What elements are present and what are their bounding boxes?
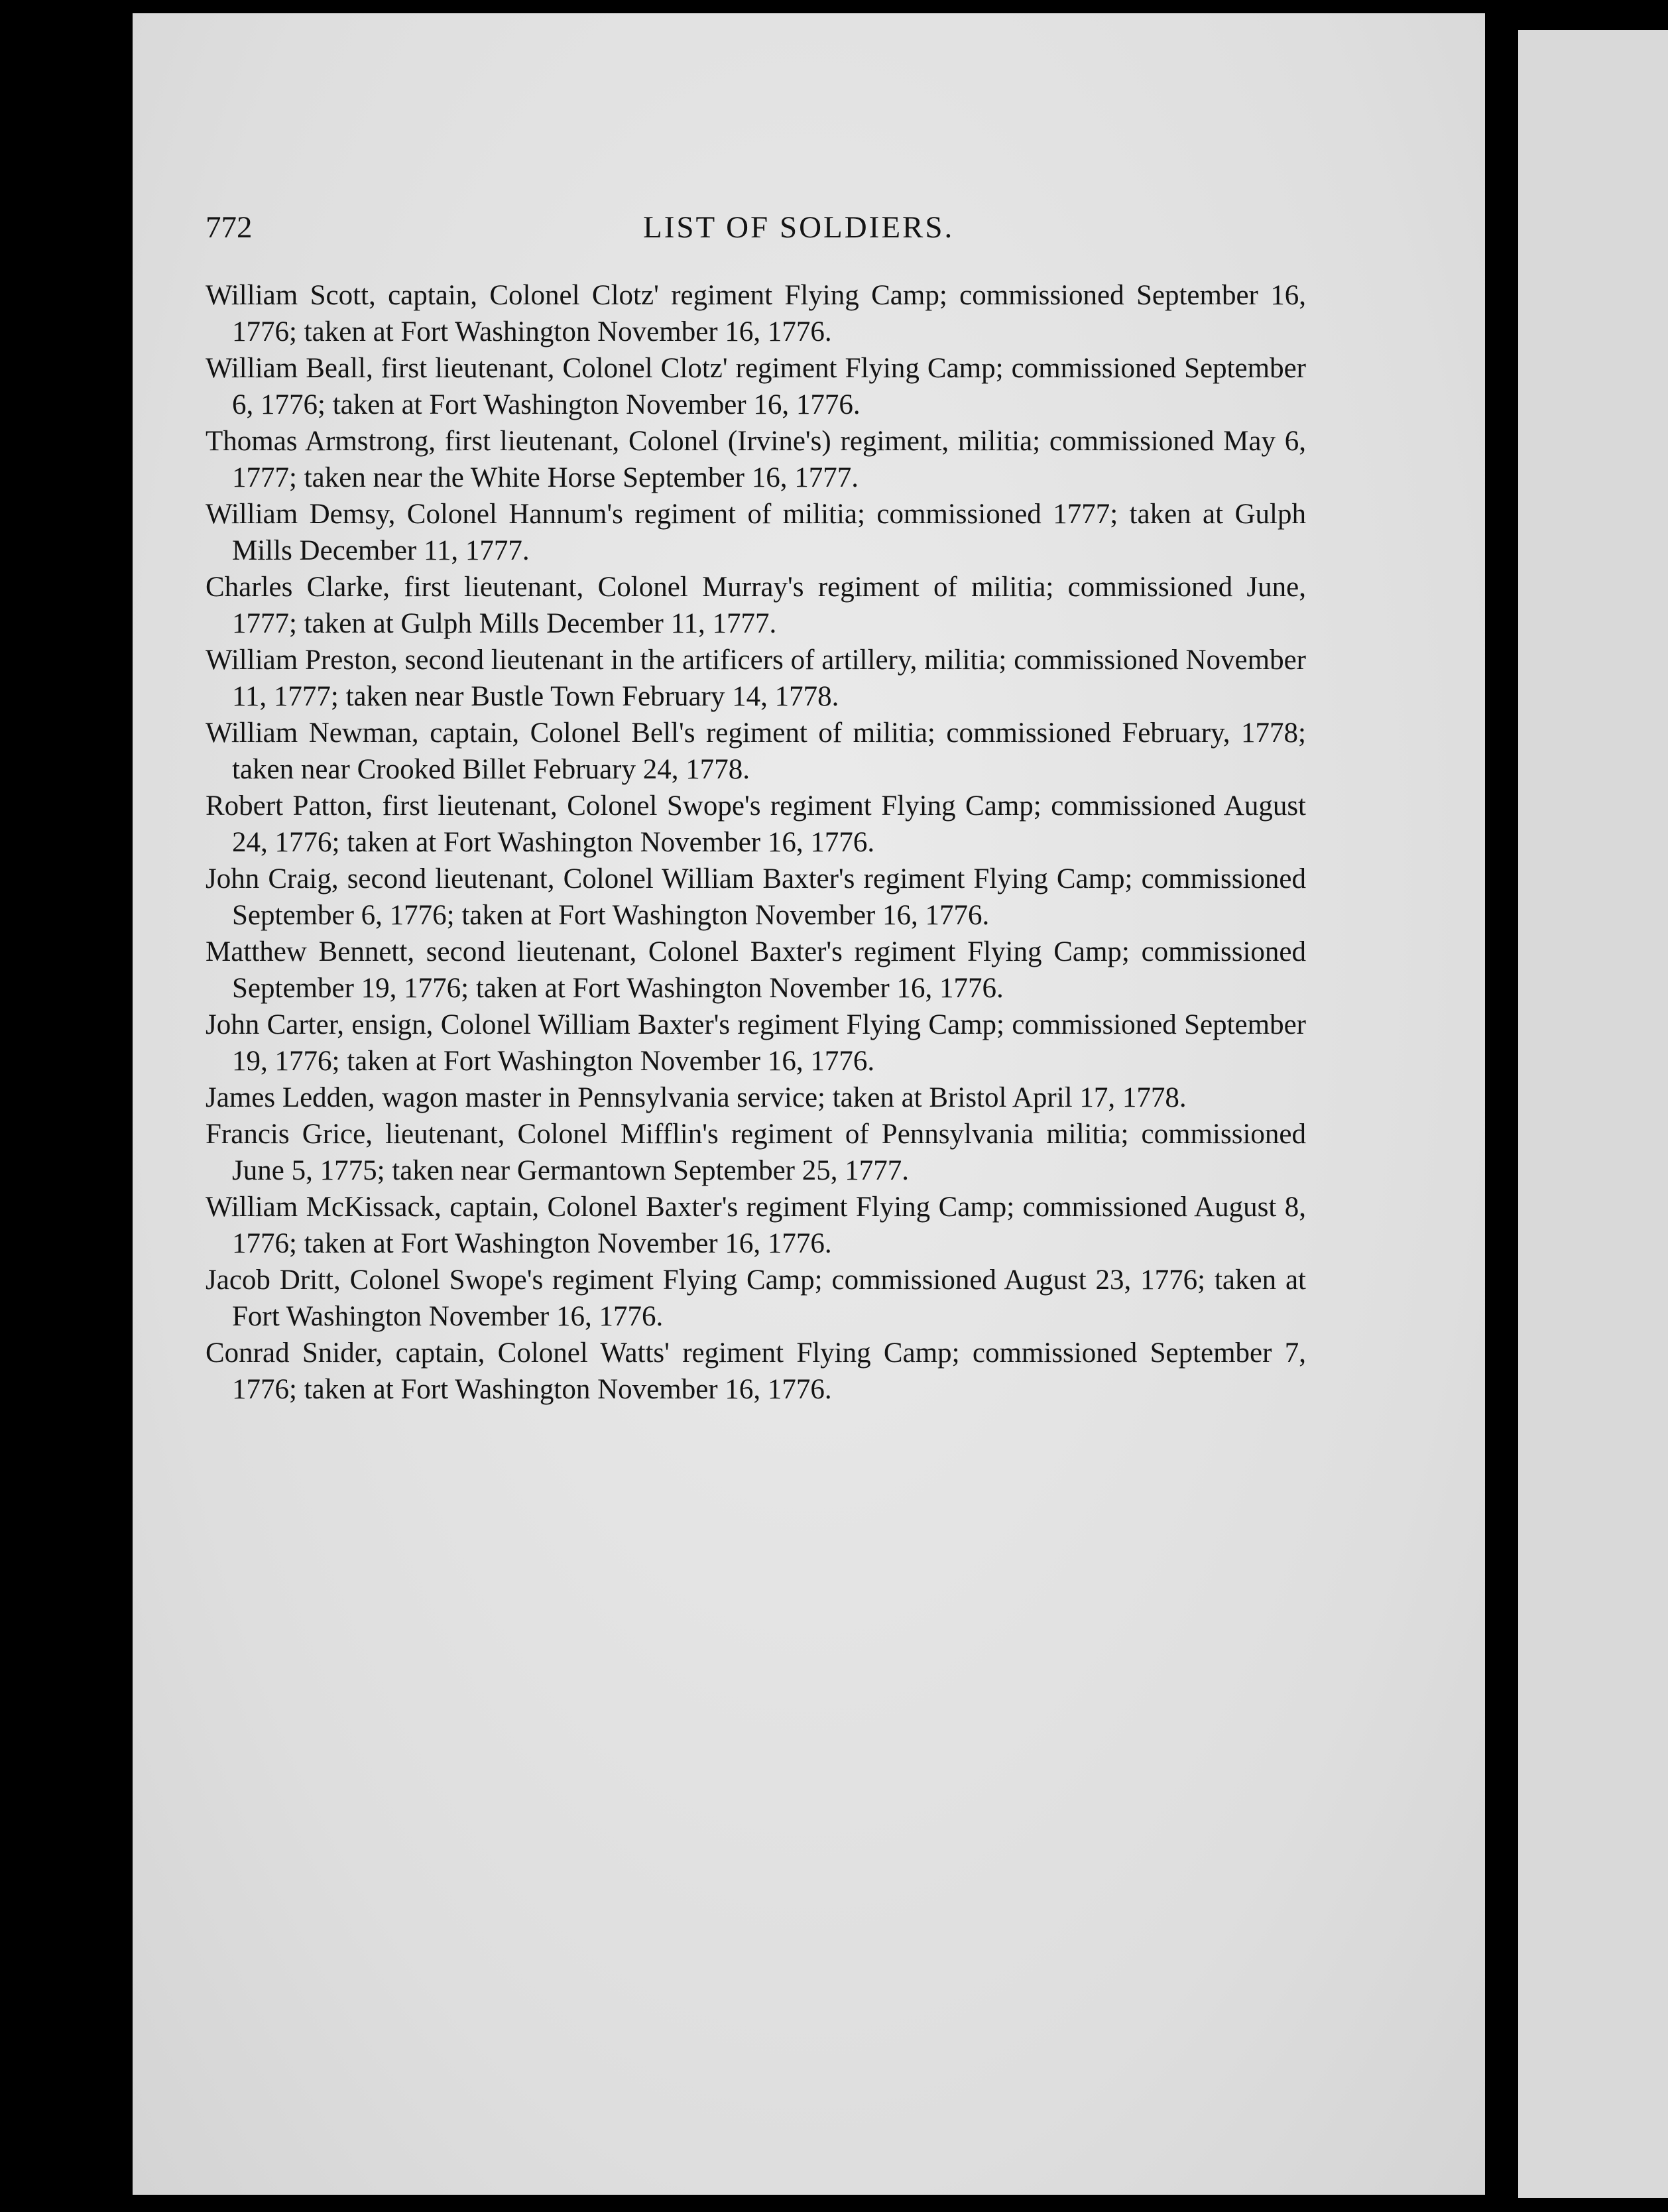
soldier-entry: William McKissack, captain, Colonel Baxter's regiment Flying Camp; commissioned August 8, 1776; taken at Fort Washington November 16, 1776. xyxy=(206,1192,1306,1259)
soldier-entry: Charles Clarke, first lieutenant, Colonel Murray's regiment of militia; commissioned June, 1777; taken at Gulph Mills December 11, 1777. xyxy=(206,572,1306,639)
running-head: LIST OF SOLDIERS. xyxy=(643,210,955,245)
soldier-entry: Francis Grice, lieutenant, Colonel Mifflin's regiment of Pennsylvania militia; commissioned June 5, 1775; taken near Germantown September 25, 1777. xyxy=(206,1119,1306,1186)
soldier-entry: William Scott, captain, Colonel Clotz' regiment Flying Camp; commissioned September 16, 1776; taken at Fort Washington November 16, 1776. xyxy=(206,280,1306,347)
soldier-entry: John Craig, second lieutenant, Colonel William Baxter's regiment Flying Camp; commissioned September 6, 1776; taken at Fort Washington November 16, 1776. xyxy=(206,863,1306,931)
page-number: 772 xyxy=(206,210,253,245)
soldier-list xyxy=(206,277,1306,1408)
soldier-entry: John Carter, ensign, Colonel William Baxter's regiment Flying Camp; commissioned September 19, 1776; taken at Fort Washington November 16, 1776. xyxy=(206,1009,1306,1077)
soldier-entry: James Ledden, wagon master in Pennsylvania service; taken at Bristol April 17, 1778. xyxy=(206,1082,1187,1113)
page-text xyxy=(206,206,1306,1408)
soldier-entry: Jacob Dritt, Colonel Swope's regiment Flying Camp; commissioned August 23, 1776; taken at Fort Washington November 16, 1776. xyxy=(206,1264,1306,1332)
adjacent-page-edge xyxy=(1518,30,1668,2198)
soldier-entry: William Preston, second lieutenant in the artificers of artillery, militia; commissioned November 11, 1777; taken near Bustle Town February 14, 1778. xyxy=(206,645,1306,712)
soldier-entry: Robert Patton, first lieutenant, Colonel Swope's regiment Flying Camp; commissioned August 24, 1776; taken at Fort Washington November 16, 1776. xyxy=(206,790,1306,858)
page-header xyxy=(206,206,1306,249)
soldier-entry: Conrad Snider, captain, Colonel Watts' regiment Flying Camp; commissioned September 7, 1776; taken at Fort Washington November 16, 1776. xyxy=(206,1337,1306,1405)
soldier-entry: Thomas Armstrong, first lieutenant, Colonel (Irvine's) regiment, militia; commissioned May 6, 1777; taken near the White Horse September 16, 1777. xyxy=(206,426,1306,493)
soldier-entry: Matthew Bennett, second lieutenant, Colonel Baxter's regiment Flying Camp; commissioned September 19, 1776; taken at Fort Washington November 16, 1776. xyxy=(206,936,1306,1004)
soldier-entry: William Demsy, Colonel Hannum's regiment of militia; commissioned 1777; taken at Gulph Mills December 11, 1777. xyxy=(206,499,1306,566)
soldier-entry: William Beall, first lieutenant, Colonel Clotz' regiment Flying Camp; commissioned September 6, 1776; taken at Fort Washington November 16, 1776. xyxy=(206,353,1306,420)
soldier-entry: William Newman, captain, Colonel Bell's regiment of militia; commissioned February, 1778; taken near Crooked Billet February 24, 1778. xyxy=(206,717,1306,785)
